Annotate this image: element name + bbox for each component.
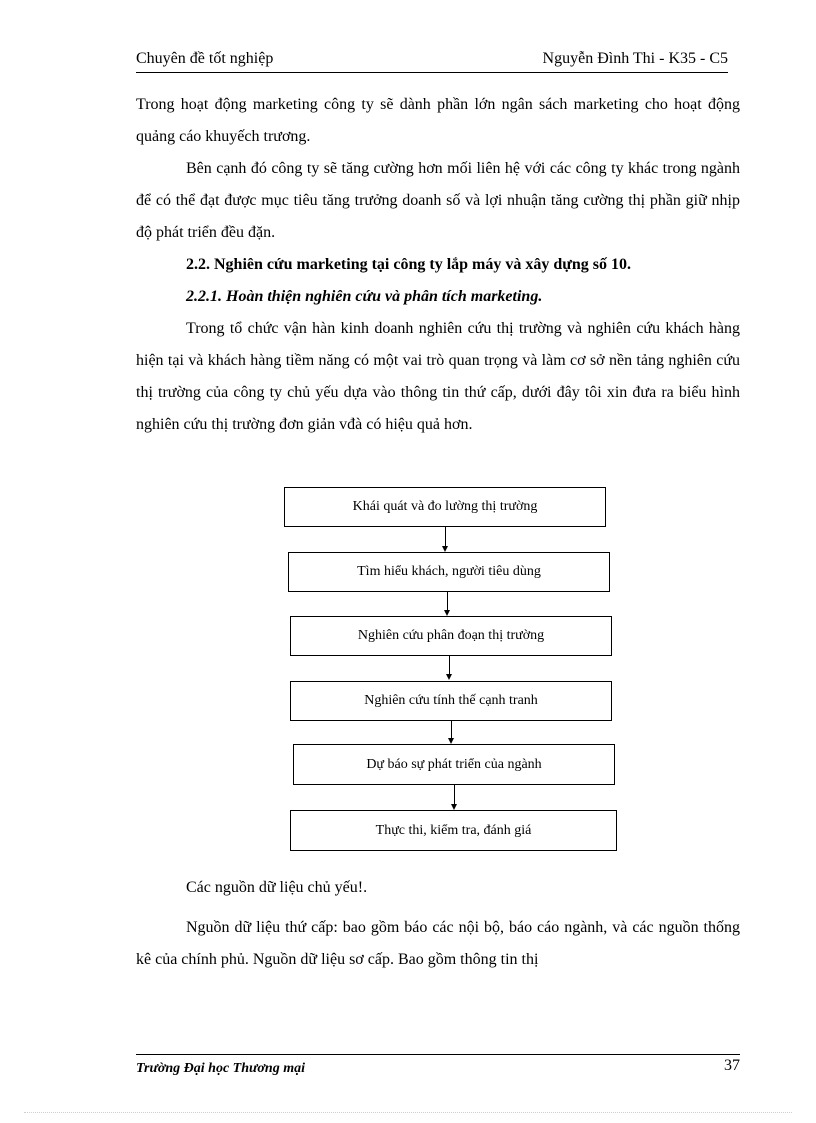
header-title: Chuyên đề tốt nghiệp xyxy=(136,50,274,67)
flow-step: Tìm hiểu khách, người tiêu dùng xyxy=(288,552,610,592)
page-number: 37 xyxy=(724,1057,740,1074)
flow-arrow xyxy=(447,592,448,612)
paragraph-relations: Bên cạnh đó công ty sẽ tăng cường hơn mối liên hệ với các công ty khác trong ngành để có thể đạt được mục tiêu tăng trưởng doanh số và lợi nhuận tăng cường thị phần giữ nhịp độ phát triển đều đặn. xyxy=(136,160,740,241)
paragraph-data-sources: Nguồn dữ liệu thứ cấp: bao gồm báo các nội bộ, báo cáo ngành, và các nguồn thống kê của chính phủ. Nguồn dữ liệu sơ cấp. Bao gồm thông tin thị xyxy=(136,919,740,968)
flow-step: Nghiên cứu phân đoạn thị trường xyxy=(290,616,612,656)
section-heading: 2.2. Nghiên cứu marketing tại công ty lắp máy và xây dựng số 10. xyxy=(186,256,631,273)
page-header xyxy=(136,50,728,73)
paragraph-intro: Trong hoạt động marketing công ty sẽ dành phần lớn ngân sách marketing cho hoạt động quảng cáo khuyếch trương. xyxy=(136,96,740,145)
paragraph-research: Trong tổ chức vận hàn kinh doanh nghiên cứu thị trường và nghiên cứu khách hàng hiện tại và khách hàng tiềm năng có một vai trò quan trọng và làm cơ sở nền tảng nghiên cứu thị trường của công ty chủ yếu dựa vào thông tin thứ cấp, dưới đây tôi xin đưa ra biểu hình nghiên cứu thị trường đơn giản vđà có hiệu quả hơn. xyxy=(136,320,740,433)
flow-arrow xyxy=(445,527,446,548)
body-text xyxy=(136,89,740,441)
flow-step: Dự báo sự phát triển của ngành xyxy=(293,744,615,785)
sources-heading: Các nguồn dữ liệu chủ yếu!. xyxy=(186,879,368,896)
flow-step: Nghiên cứu tính thế cạnh tranh xyxy=(290,681,612,721)
flow-arrow xyxy=(449,656,450,676)
page-edge-divider xyxy=(24,1112,792,1113)
flow-arrow xyxy=(454,785,455,806)
sources-heading-block xyxy=(136,876,740,900)
secondary-sources-block xyxy=(136,912,740,976)
arrow-head-icon xyxy=(446,674,452,680)
footer-school: Trường Đại học Thương mại xyxy=(136,1061,305,1076)
header-author: Nguyễn Đình Thi - K35 - C5 xyxy=(542,50,728,67)
subsection-heading: 2.2.1. Hoàn thiện nghiên cứu và phân tích marketing. xyxy=(186,288,543,305)
flow-step: Khái quát và đo lường thị trường xyxy=(284,487,606,527)
flow-step: Thực thi, kiểm tra, đánh giá xyxy=(290,810,617,851)
page-footer xyxy=(136,1054,740,1079)
